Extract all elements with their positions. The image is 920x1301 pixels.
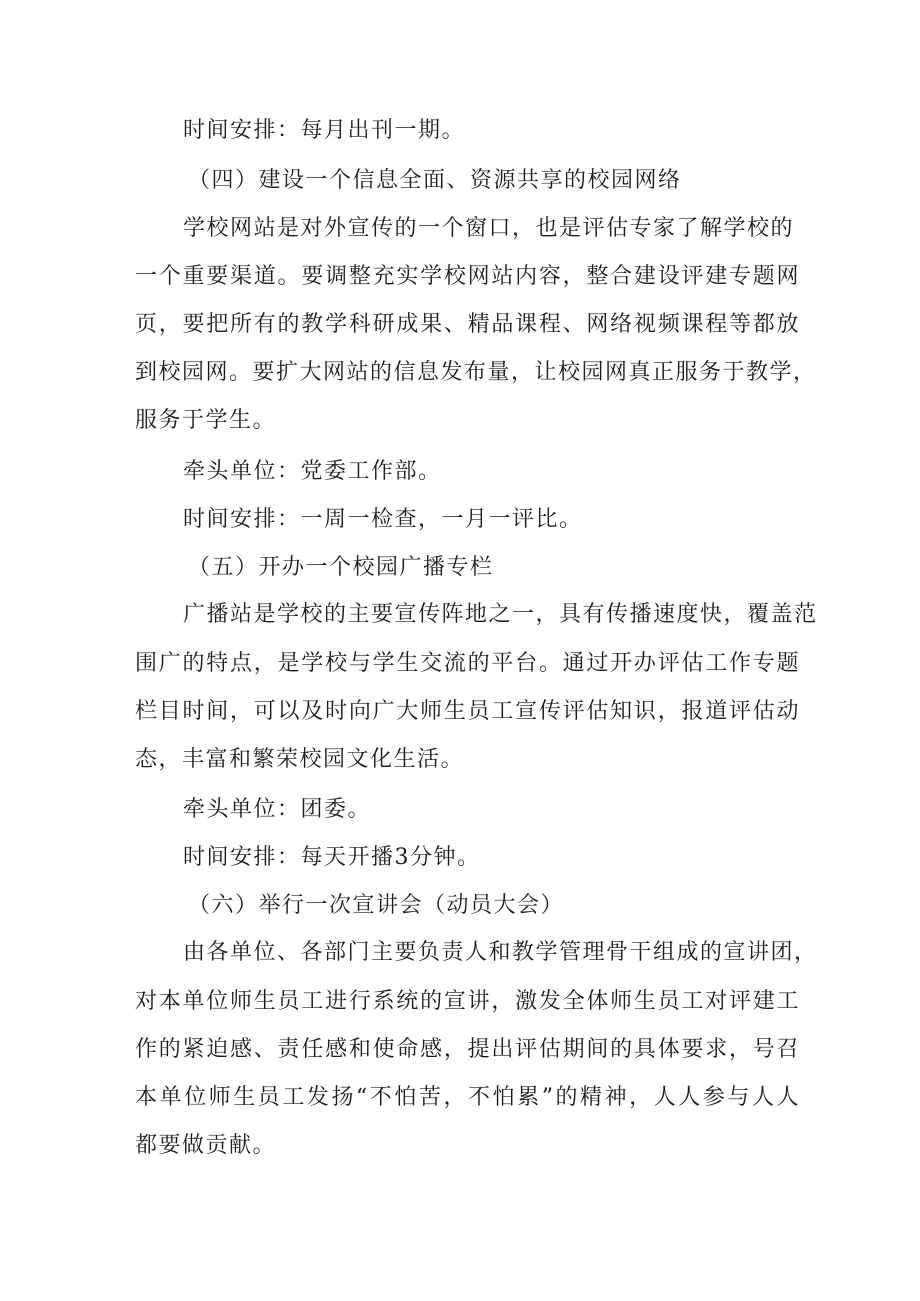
section-heading-5: （五）开办一个校园广播专栏 bbox=[188, 555, 494, 580]
lead-unit-line-1: 牵头单位：党委工作部。 bbox=[183, 459, 442, 484]
schedule-line-2: 时间安排：一周一检查，一月一评比。 bbox=[183, 507, 583, 532]
paragraph-line: 页，要把所有的教学科研成果、精品课程、网络视频课程等都放 bbox=[135, 312, 800, 337]
paragraph-line: 对本单位师生员工进行系统的宣讲，激发全体师生员工对评建工 bbox=[135, 989, 800, 1014]
schedule-line-1: 时间安排：每月出刊一期。 bbox=[183, 118, 466, 143]
paragraph-line: 态，丰富和繁荣校园文化生活。 bbox=[135, 747, 465, 772]
paragraph-line: 由各单位、各部门主要负责人和教学管理骨干组成的宣讲团， bbox=[183, 940, 818, 965]
paragraph-line: 作的紧迫感、责任感和使命感，提出评估期间的具体要求，号召 bbox=[135, 1037, 800, 1062]
paragraph-line: 服务于学生。 bbox=[135, 408, 277, 433]
paragraph-line: 本单位师生员工发扬“不怕苦，不怕累”的精神，人人参与人人 bbox=[135, 1085, 800, 1110]
paragraph-line: 围广的特点，是学校与学生交流的平台。通过开办评估工作专题 bbox=[135, 651, 800, 676]
paragraph-line: 到校园网。要扩大网站的信息发布量，让校园网真正服务于教学， bbox=[135, 360, 817, 385]
paragraph-line: 栏目时间，可以及时向广大师生员工宣传评估知识，报道评估动 bbox=[135, 699, 800, 724]
schedule-line-3: 时间安排：每天开播3分钟。 bbox=[183, 845, 481, 870]
lead-unit-line-2: 牵头单位：团委。 bbox=[183, 797, 372, 822]
paragraph-line: 都要做贡献。 bbox=[135, 1133, 277, 1158]
section-heading-4: （四）建设一个信息全面、资源共享的校园网络 bbox=[188, 168, 682, 193]
section-heading-6: （六）举行一次宣讲会（动员大会） bbox=[188, 893, 565, 918]
paragraph-line: 广播站是学校的主要宣传阵地之一，具有传播速度快，覆盖范 bbox=[183, 602, 818, 627]
paragraph-line: 一个重要渠道。要调整充实学校网站内容，整合建设评建专题网 bbox=[135, 264, 800, 289]
paragraph-line: 学校网站是对外宣传的一个窗口，也是评估专家了解学校的 bbox=[183, 216, 795, 241]
